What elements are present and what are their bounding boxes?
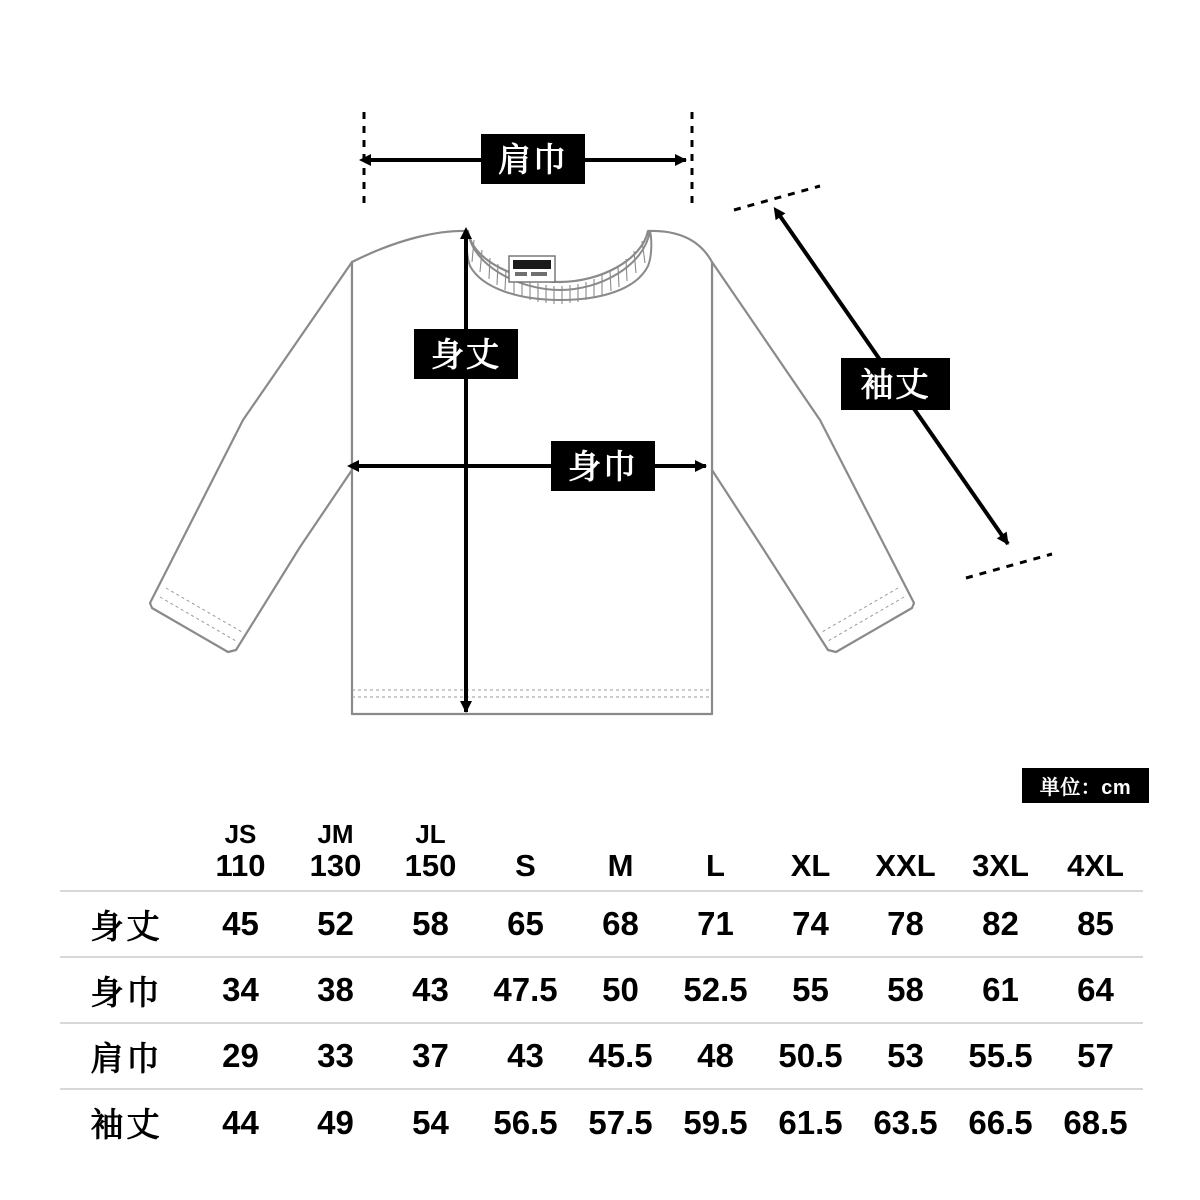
table-cell: 57.5	[588, 1103, 653, 1141]
column-header-big: 3XL	[972, 848, 1029, 884]
table-cell: 52	[288, 891, 383, 957]
table-cell: 59.5	[683, 1103, 748, 1141]
row-header: 身丈	[60, 891, 193, 957]
column-header-big: 4XL	[1067, 848, 1124, 884]
table-cell: 34	[193, 957, 288, 1023]
table-cell: 58	[383, 891, 478, 957]
column-header	[193, 812, 288, 891]
table-cell: 56.5	[493, 1103, 558, 1141]
column-header-big: 130	[309, 848, 362, 884]
column-header	[668, 812, 763, 891]
column-header	[478, 812, 573, 891]
column-header-big: XXL	[875, 848, 936, 884]
column-header	[288, 812, 383, 891]
table-cell: 55.5	[953, 1023, 1048, 1089]
table-cell: 65	[478, 891, 573, 957]
table-cell: 58	[858, 957, 953, 1023]
column-header	[953, 812, 1048, 891]
table-cell: 61.5	[778, 1103, 843, 1141]
sleeve-length-label: 袖丈	[841, 358, 950, 410]
table-cell: 45	[193, 891, 288, 957]
table-cell: 44	[222, 1103, 259, 1141]
table-cell: 43	[383, 957, 478, 1023]
table-row	[60, 1089, 1143, 1155]
size-table	[60, 812, 1143, 1155]
table-cell: 54	[412, 1103, 449, 1141]
body-width-label: 身巾	[551, 441, 655, 491]
table-cell: 74	[763, 891, 858, 957]
shirt-outline	[150, 231, 914, 714]
table-cell: 49	[317, 1103, 354, 1141]
column-header	[573, 812, 668, 891]
table-cell: 85	[1048, 891, 1143, 957]
table-cell: 55	[763, 957, 858, 1023]
table-cell: 68.5	[1063, 1103, 1128, 1141]
table-cell: 66.5	[968, 1103, 1033, 1141]
table-header-row	[60, 812, 1143, 891]
table-cell: 43	[478, 1023, 573, 1089]
table-cell: 61	[953, 957, 1048, 1023]
table-cell: 82	[953, 891, 1048, 957]
table-cell: 57	[1048, 1023, 1143, 1089]
row-header: 袖丈	[90, 1106, 163, 1143]
table-cell: 78	[858, 891, 953, 957]
table-corner-cell	[60, 812, 193, 891]
table-cell: 64	[1048, 957, 1143, 1023]
table-cell: 48	[668, 1023, 763, 1089]
column-header-big: XL	[790, 848, 831, 884]
row-header: 身巾	[60, 957, 193, 1023]
table-cell: 50	[573, 957, 668, 1023]
column-header	[763, 812, 858, 891]
unit-badge: 単位：cm	[1022, 768, 1149, 803]
table-cell: 33	[288, 1023, 383, 1089]
column-header-big: L	[706, 848, 725, 884]
column-header-big: 150	[404, 848, 457, 884]
row-header: 肩巾	[60, 1023, 193, 1089]
table-row	[60, 891, 1143, 957]
table-cell: 53	[858, 1023, 953, 1089]
table-cell: 68	[573, 891, 668, 957]
table-cell: 45.5	[573, 1023, 668, 1089]
table-cell: 71	[668, 891, 763, 957]
table-cell: 52.5	[668, 957, 763, 1023]
table-cell: 29	[193, 1023, 288, 1089]
body-length-label: 身丈	[414, 329, 518, 379]
column-header-big: 110	[215, 848, 266, 884]
column-header-big: M	[607, 848, 634, 884]
table-row	[60, 957, 1143, 1023]
table-row	[60, 1023, 1143, 1089]
column-header-small: JS	[224, 819, 257, 850]
column-header-small: JL	[415, 819, 446, 850]
column-header-small: JM	[317, 819, 354, 850]
column-header	[858, 812, 953, 891]
table-cell: 38	[288, 957, 383, 1023]
table-cell: 47.5	[478, 957, 573, 1023]
column-header-big: S	[515, 848, 536, 884]
table-cell: 63.5	[873, 1103, 938, 1141]
table-cell: 50.5	[763, 1023, 858, 1089]
column-header	[1048, 812, 1143, 891]
column-header	[383, 812, 478, 891]
brand-neck-tag-icon	[509, 256, 555, 282]
table-cell: 37	[383, 1023, 478, 1089]
shoulder-width-label: 肩巾	[481, 134, 585, 184]
